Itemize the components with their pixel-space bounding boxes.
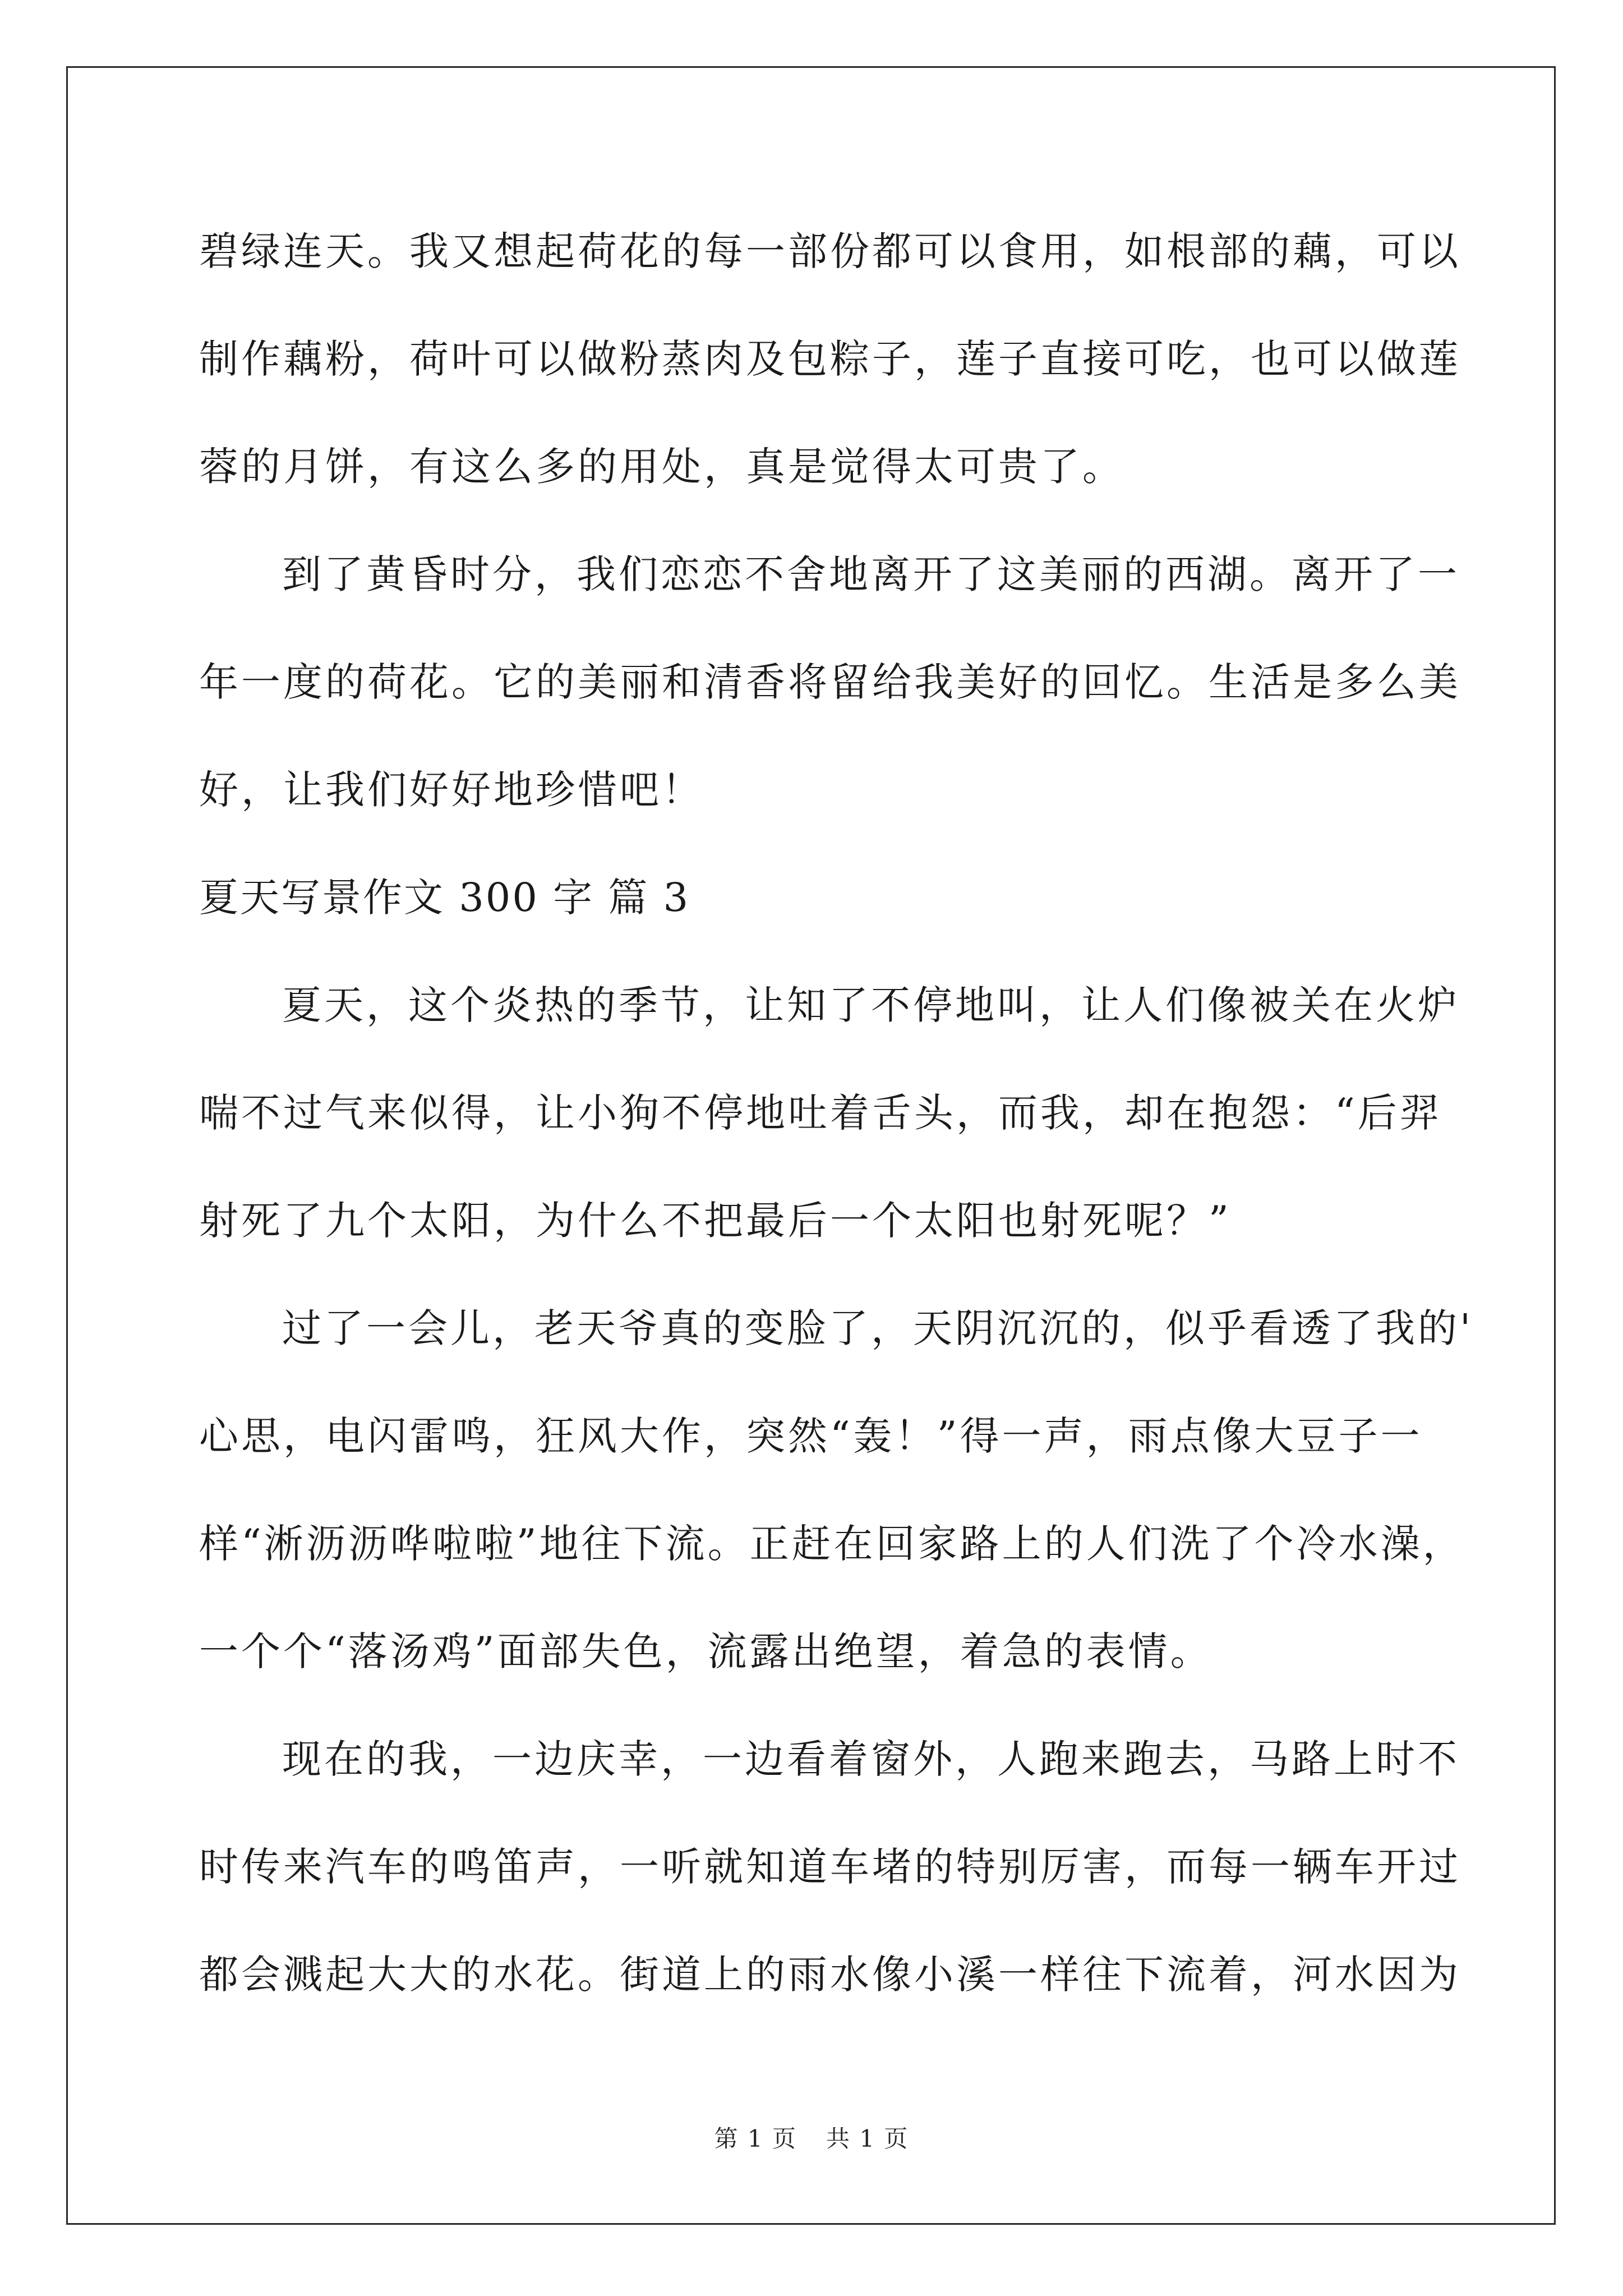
paragraph-line: 蓉的月饼，有这么多的用处，真是觉得太可贵了。	[199, 444, 1124, 490]
page-number-total: 共 1 页	[826, 2125, 909, 2152]
document-body	[199, 197, 1474, 2028]
paragraph-line: 碧绿连天。我又想起荷花的每一部份都可以食用，如根部的藕，可以	[199, 228, 1461, 274]
page-footer	[0, 2120, 1623, 2154]
paragraph-line: 好，让我们好好地珍惜吧！	[199, 767, 704, 813]
paragraph-line: 一个个“落汤鸡”面部失色，流露出绝望，着急的表情。	[199, 1628, 1212, 1674]
paragraph-line: 制作藕粉，荷叶可以做粉蒸肉及包粽子，莲子直接可吃，也可以做莲	[199, 336, 1461, 382]
paragraph-line: 样“淅沥沥哗啦啦”地往下流。正赶在回家路上的人们洗了个冷水澡，	[199, 1521, 1465, 1567]
paragraph-line: 夏天，这个炎热的季节，让知了不停地叫，让人们像被关在火炉	[282, 982, 1460, 1028]
paragraph-line: 到了黄昏时分，我们恋恋不舍地离开了这美丽的西湖。离开了一	[282, 551, 1460, 597]
paragraph-line: 心思，电闪雷鸣，狂风大作，突然“轰！”得一声，雨点像大豆子一	[199, 1413, 1423, 1459]
paragraph-line: 射死了九个太阳，为什么不把最后一个太阳也射死呢？”	[199, 1198, 1232, 1244]
page-number-current: 第 1 页	[714, 2125, 797, 2152]
paragraph-line: 喘不过气来似得，让小狗不停地吐着舌头，而我，却在抱怨：“后羿	[199, 1090, 1442, 1136]
paragraph-line: 时传来汽车的鸣笛声，一听就知道车堵的特别厉害，而每一辆车开过	[199, 1844, 1461, 1890]
paragraph-line: 都会溅起大大的水花。街道上的雨水像小溪一样往下流着，河水因为	[199, 1952, 1461, 1998]
paragraph-line: 年一度的荷花。它的美丽和清香将留给我美好的回忆。生活是多么美	[199, 659, 1461, 705]
paragraph-line: 现在的我，一边庆幸，一边看着窗外，人跑来跑去，马路上时不	[282, 1736, 1460, 1782]
section-heading: 夏天写景作文 300 字 篇 3	[199, 875, 690, 921]
paragraph-line: 过了一会儿，老天爷真的变脸了，天阴沉沉的，似乎看透了我的'	[282, 1305, 1474, 1351]
